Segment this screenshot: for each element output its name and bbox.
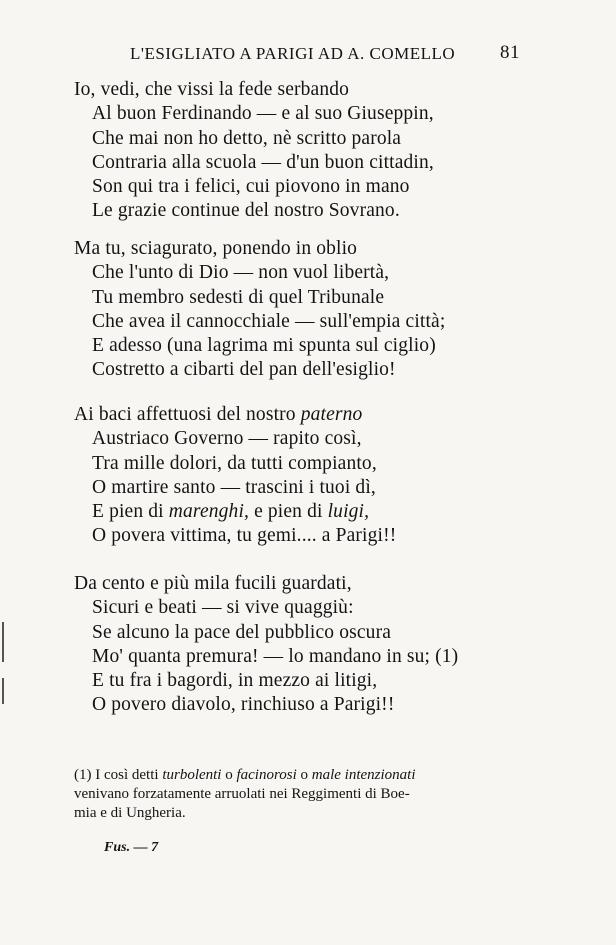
verse-line: Mo' quanta premura! — lo mandano in su; (1) [92,645,459,667]
verse-text: e pien di [254,501,323,523]
verse-line [74,403,554,427]
verse-line: Che mai non ho detto, nè scritto parola [92,127,402,149]
footnote [74,766,554,823]
verse-text: Ai baci affettuosi del nostro [74,404,296,425]
verse-line: Che avea il cannocchiale — sull'empia città; [92,310,446,332]
verse-line: O povera vittima, tu gemi.... a Parigi!! [92,525,397,547]
verse-line: Le grazie continue del nostro Sovrano. [92,200,400,222]
verse-line: Son qui tra i felici, cui piovono in mano [92,176,410,198]
verse-line: Costretto a cibarti del pan dell'esiglio! [92,359,396,381]
verse-line: Al buon Ferdinando — e al suo Giuseppin, [92,103,434,125]
verse-line: Contraria alla scuola — d'un buon cittadin, [92,151,434,173]
verse-line: Da cento e più mila fucili guardati, [74,573,352,594]
signature-mark: Fus. — 7 [104,840,159,855]
footnote-text: o [225,767,233,783]
scan-artifact [2,622,4,662]
verse-italic: marenghi, [168,501,250,523]
verse-line: Ma tu, sciagurato, ponendo in oblio [74,238,358,259]
verse-line: E adesso (una lagrima mi spunta sul ciglio) [92,335,436,357]
footnote-line: mia e di Ungheria. [74,805,186,821]
footnote-text: (1) I così detti [74,767,159,783]
verse-line: Tu membro sedesti di quel Tribunale [92,286,385,308]
footnote-text: o [300,767,309,783]
verse-line: Tra mille dolori, da tutti compianto, [92,452,377,474]
verse-line: Austriaco Governo — rapito così, [92,428,362,450]
footnote-line: venivano forzatamente arruolati nei Reggimenti di Boe- [74,786,410,802]
footnote-line [74,766,554,785]
verse-line: O martire santo — trascini i tuoi dì, [92,476,376,498]
verse-italic: paterno [300,404,363,425]
verse-italic: luigi, [327,501,370,523]
verse-line: Se alcuno la pace del pubblico oscura [92,621,392,643]
verse-text: E pien di [92,501,164,523]
footnote-italic: turbolenti [162,767,222,783]
scan-artifact [2,678,4,704]
verse-line: Io, vedi, che vissi la fede serbando [74,79,350,100]
stanza-2 [74,237,554,383]
verse-line: Sicuri e beati — si vive quaggiù: [92,597,354,619]
verse-line: O povero diavolo, rinchiuso a Parigi!! [92,694,395,716]
verse-line [74,500,554,524]
header-title: L'ESIGLIATO A PARIGI AD A. COMELLO [130,44,456,63]
stanza-3 [74,403,554,549]
page-number: 81 [500,42,520,63]
footnote-italic: facinorosi [236,767,297,783]
verse-line: E tu fra i bagordi, in mezzo ai litigi, [92,670,378,692]
stanza-4 [74,572,554,718]
footnote-italic: male intenzionati [311,767,416,783]
stanza-1 [74,78,554,224]
verse-line: Che l'unto di Dio — non vuol libertà, [92,262,390,284]
